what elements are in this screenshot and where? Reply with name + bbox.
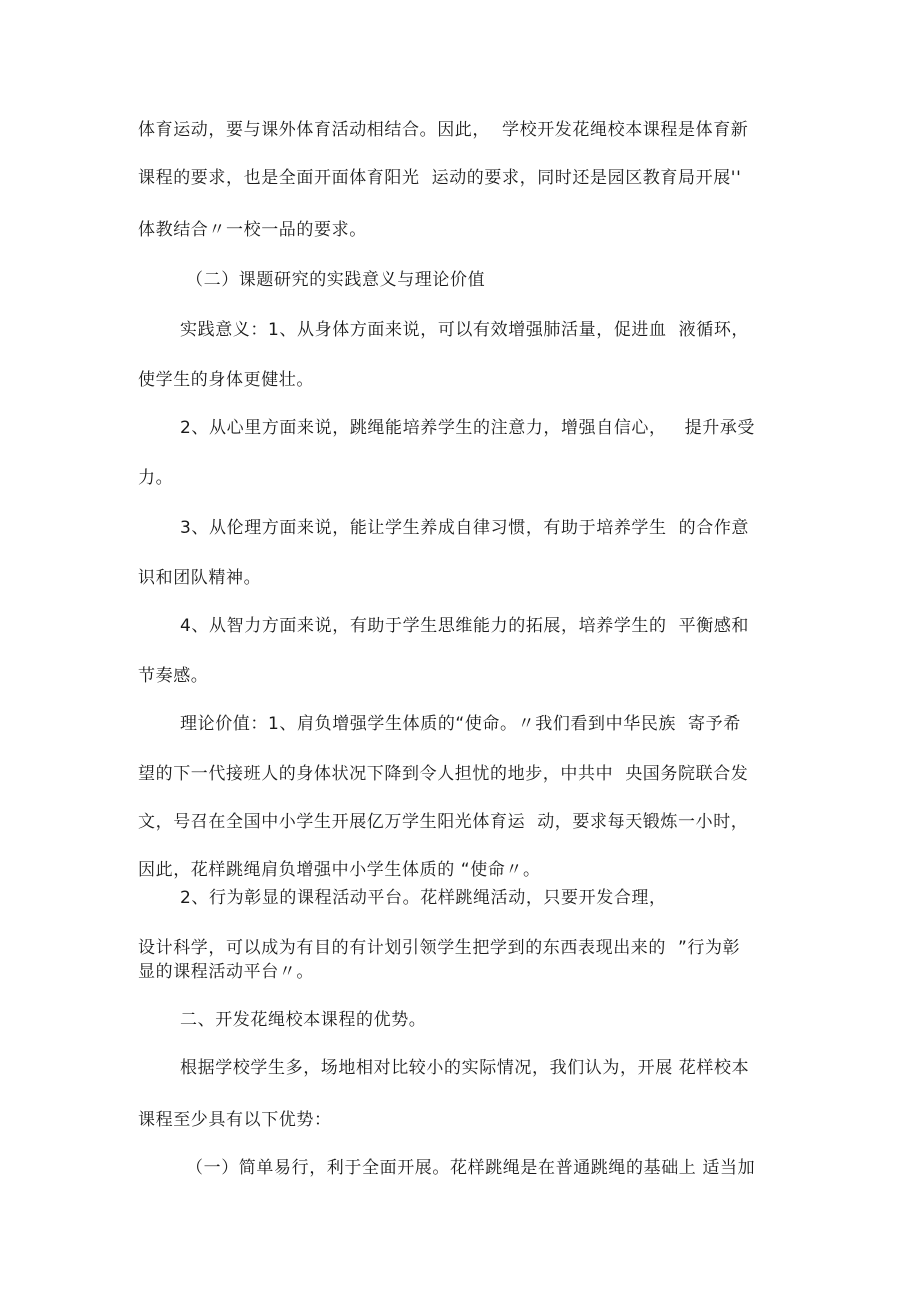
text-line: （一）简单易行，利于全面开展。花样跳绳是在普通跳绳的基础上 适当加	[186, 1158, 756, 1178]
text-line: 2、从心里方面来说，跳绳能培养学生的注意力，增强自信心， 提升承受	[180, 418, 756, 438]
text-line: 显的课程活动平台〃。	[138, 962, 314, 982]
text-line: 4、从智力方面来说，有助于学生思维能力的拓展，培养学生的 平衡感和	[180, 616, 750, 636]
text-line: 望的下一代接班人的身体状况下降到令人担忧的地步，中共中 央国务院联合发	[138, 764, 749, 784]
text-line: 设计科学，可以成为有目的有计划引领学生把学到的东西表现出来的 ”行为彰	[138, 938, 741, 958]
text-line: 3、从伦理方面来说，能让学生养成自律习惯，有助于培养学生 的合作意	[180, 518, 750, 538]
text-line: 课程的要求，也是全面开面体育阳光 运动的要求，同时还是园区教育局开展''	[138, 168, 742, 188]
text-line: 体教结合〃一校一品的要求。	[138, 220, 367, 240]
text-line: 根据学校学生多，场地相对比较小的实际情况，我们认为，开展 花样校本	[180, 1058, 750, 1078]
section-heading: （二）课题研究的实践意义与理论价值	[186, 270, 486, 290]
text-line: 课程至少具有以下优势：	[138, 1110, 332, 1130]
text-line: 因此，花样跳绳肩负增强中小学生体质的 “使命〃。	[138, 860, 541, 880]
text-line: 使学生的身体更健壮。	[138, 370, 314, 390]
text-line: 识和团队精神。	[138, 568, 262, 588]
text-line: 力。	[138, 468, 174, 488]
text-line: 2、行为彰显的课程活动平台。花样跳绳活动，只要开发合理，	[180, 888, 667, 908]
text-line: 文，号召在全国中小学生开展亿万学生阳光体育运 动，要求每天锻炼一小时，	[138, 812, 749, 832]
text-line: 理论价值：1、肩负增强学生体质的“使命。〃我们看到中华民族 寄予希	[180, 714, 741, 734]
text-line: 体育运动，要与课外体育活动相结合。因此， 学校开发花绳校本课程是体育新	[138, 120, 749, 140]
text-line: 节奏感。	[138, 666, 209, 686]
text-line: 实践意义：1、从身体方面来说，可以有效增强肺活量，促进血 液循环，	[180, 320, 750, 340]
section-heading: 二、开发花绳校本课程的优势。	[180, 1010, 427, 1030]
